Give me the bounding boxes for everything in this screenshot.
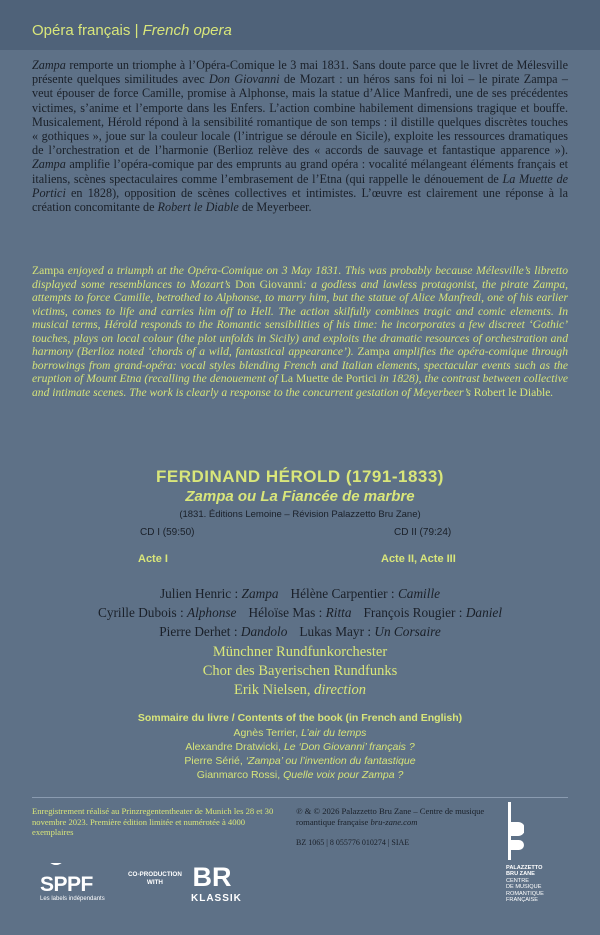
coproduction-label bbox=[128, 871, 182, 887]
series-en: French opera bbox=[142, 22, 232, 39]
series-fr: Opéra français bbox=[32, 22, 131, 39]
cd1-label: CD I (59:50) bbox=[140, 527, 195, 538]
work-title: Robert le Diable bbox=[473, 385, 551, 399]
singer: Hélène Carpentier : bbox=[290, 586, 398, 601]
role: Ritta bbox=[325, 605, 352, 620]
cast-line bbox=[0, 586, 600, 602]
text-span: : a godless and lawless protagonist, the pirate Zampa, attempts to force Camille, betrothed to Alphonse, to marry him, but the statue of Alice Manfredi, one of his earlier victims, comes to life and carries him off to Hell. The action skilfully combines tragic and comic elements. In musical terms, Hérold responds to the Romantic sensibilities of his time: he incorporates a few discreet ‘Gothic’ touches, plays on local colour (the plot unfolds in Sicily) and exploits the dramatic resources of orchestration and harmony (Berlioz noted ‘chords of a wild, fantastical appearance’). bbox=[32, 277, 569, 358]
contents-item bbox=[0, 741, 600, 753]
copyright-text: ℗ & © 2026 Palazzetto Bru Zane – Centre de musique romantique française bbox=[296, 806, 485, 827]
work-title: Zampa bbox=[32, 58, 66, 72]
role: Zampa bbox=[241, 586, 279, 601]
catalog-codes: BZ 1065 | 8 055776 010274 | SIAE bbox=[296, 838, 410, 847]
work-title: Robert le Diable bbox=[157, 200, 239, 215]
singer: Lukas Mayr : bbox=[299, 624, 375, 639]
contents-item bbox=[0, 755, 600, 767]
br-logo-icon bbox=[193, 862, 231, 890]
role: Camille bbox=[397, 586, 441, 601]
edition-note: (1831. Éditions Lemoine – Révision Palazzetto Bru Zane) bbox=[179, 509, 421, 520]
role: Daniel bbox=[465, 605, 503, 620]
work-title-main: Zampa ou La Fiancée de marbre bbox=[185, 488, 415, 505]
series-header bbox=[0, 0, 600, 50]
work-title: Zampa bbox=[32, 264, 65, 277]
contents-item bbox=[0, 727, 600, 739]
sppf-name: SPPF bbox=[40, 873, 93, 896]
coprod-line: WITH bbox=[146, 879, 163, 886]
text-span: de Mozart : un héros sans foi ni loi – le pirate Zampa – veut épouser de force Camille, promise à Alphonse, mais la statue d’Alice Manfredi, une de ses précédentes victimes, s’anime et l’emporte dans les Enfers. L’action combine habilement dimensions tragique et bouffe. Musicalement, Hérold répond à la sensibilité romantique de son temps : il distille quelques discrètes touches « gothiques », joue sur la couleur locale (l’intrigue se déroule en Sicile), exploite les ressources dramatiques de l’orchestration et de l’harmonie (Berlioz relève des « accords de sauvage et fantastique apparence »). bbox=[32, 72, 568, 158]
cd2-acts: Acte II, Acte III bbox=[381, 553, 456, 565]
contents-author: Gianmarco Rossi, bbox=[196, 769, 284, 781]
contents-essay: L’air du temps bbox=[301, 727, 367, 739]
series-separator: | bbox=[134, 22, 139, 39]
work-title: Zampa bbox=[32, 157, 66, 172]
role: Alphonse bbox=[186, 605, 237, 620]
website: bru-zane.com bbox=[370, 816, 418, 827]
french-synopsis bbox=[32, 58, 568, 214]
pbz-line: CENTRE bbox=[506, 877, 529, 884]
work-title: Don Giovanni bbox=[235, 277, 303, 291]
work-title: La Muette de Portici bbox=[280, 372, 377, 385]
role: Dandolo bbox=[240, 624, 288, 639]
work-title: La Muette de Portici bbox=[32, 171, 568, 200]
choir: Chor des Bayerischen Rundfunks bbox=[202, 663, 398, 679]
text-span: en 1828), opposition de scènes collectives et intimistes. L’œuvre est clairement une réponse à la création concomitante de bbox=[32, 185, 568, 215]
pbz-line: PALAZZETTO bbox=[506, 865, 543, 871]
composer-name: FERDINAND HÉROLD (1791-1833) bbox=[156, 467, 444, 486]
singer: Héloïse Mas : bbox=[248, 605, 326, 620]
text-span: in 1828), the contrast between collective and intimate scenes. The work is clearly a response to the concurrent gestation of Meyerbeer’s bbox=[32, 372, 569, 399]
cast-line bbox=[0, 624, 600, 640]
svg-text:BR: BR bbox=[193, 862, 231, 890]
work-title: Don Giovanni bbox=[208, 72, 280, 87]
text-span: amplifie l’opéra-comique par des emprunts au grand opéra : vocalité mélangeant éléments français et italiens, scènes spectaculaires comme l’embrasement de l’Etna (qui rappelle le dénouement de bbox=[32, 157, 568, 186]
conductor bbox=[0, 682, 600, 699]
text-span: enjoyed a triumph at the Opéra-Comique on 3 May 1831. This was probably because Mélesville’s libretto displayed some resemblances to Mozart’s bbox=[32, 264, 568, 291]
text-span: remporte un triomphe à l’Opéra-Comique le 3 mai 1831. Sans doute parce que le livret de Mélesville présente quelques similitudes avec bbox=[32, 58, 568, 87]
text-span: de Meyerbeer. bbox=[238, 200, 312, 215]
singer: Julien Henric : bbox=[159, 586, 242, 601]
copyright bbox=[296, 806, 496, 827]
br-klassik-label: KLASSIK bbox=[191, 893, 242, 904]
contents-author: Pierre Sérié, bbox=[184, 755, 246, 767]
work-title: Zampa bbox=[357, 345, 390, 358]
pbz-line: DE MUSIQUE bbox=[506, 884, 542, 891]
role: Un Corsaire bbox=[374, 624, 441, 639]
singer: Cyrille Dubois : bbox=[97, 605, 187, 620]
contents-essay: Le ‘Don Giovanni’ français ? bbox=[283, 741, 415, 753]
contents-essay: ‘Zampa’ ou l’invention du fantastique bbox=[245, 755, 416, 767]
contents-author: Alexandre Dratwicki, bbox=[185, 741, 284, 753]
sppf-subtitle: Les labels indépendants bbox=[40, 896, 105, 902]
singer: Pierre Derhet : bbox=[159, 624, 241, 639]
english-synopsis bbox=[32, 264, 568, 399]
contents-item bbox=[0, 769, 600, 781]
contents-essay: Quelle voix pour Zampa ? bbox=[283, 769, 404, 781]
text-span: . bbox=[550, 385, 554, 399]
text-span: amplifies the opéra-comique through borrowings from grand-opéra: vocal styles blending French and Italian elements, spectacular events such as the eruption of Mount Etna (recalling the denouement of bbox=[32, 345, 568, 385]
contents-title: Sommaire du livre / Contents of the book (in French and English) bbox=[137, 712, 463, 724]
cd1-acts: Acte I bbox=[138, 553, 168, 565]
recording-info: Enregistrement réalisé au Prinzregententheater de Munich les 28 et 30 novembre 2023. Première édition limitée et numérotée à 4000 exemplaires bbox=[32, 806, 274, 838]
palazzetto-name bbox=[506, 865, 544, 903]
singer: François Rougier : bbox=[363, 605, 466, 620]
cast-line bbox=[0, 605, 600, 621]
pbz-line: BRU ZANE bbox=[506, 871, 535, 878]
cd2-label: CD II (79:24) bbox=[394, 527, 452, 538]
footer-divider bbox=[32, 797, 568, 798]
contents-author: Agnès Terrier, bbox=[233, 727, 302, 739]
pbz-line: FRANÇAISE bbox=[506, 897, 539, 904]
coprod-line: CO-PRODUCTION bbox=[128, 871, 182, 878]
palazzetto-logo-icon bbox=[506, 802, 524, 862]
orchestra: Münchner Rundfunkorchester bbox=[212, 644, 388, 660]
conductor-role: direction bbox=[314, 682, 366, 698]
pbz-line: ROMANTIQUE bbox=[506, 890, 544, 897]
conductor-name: Erik Nielsen, bbox=[234, 682, 315, 698]
series-title bbox=[32, 22, 232, 39]
